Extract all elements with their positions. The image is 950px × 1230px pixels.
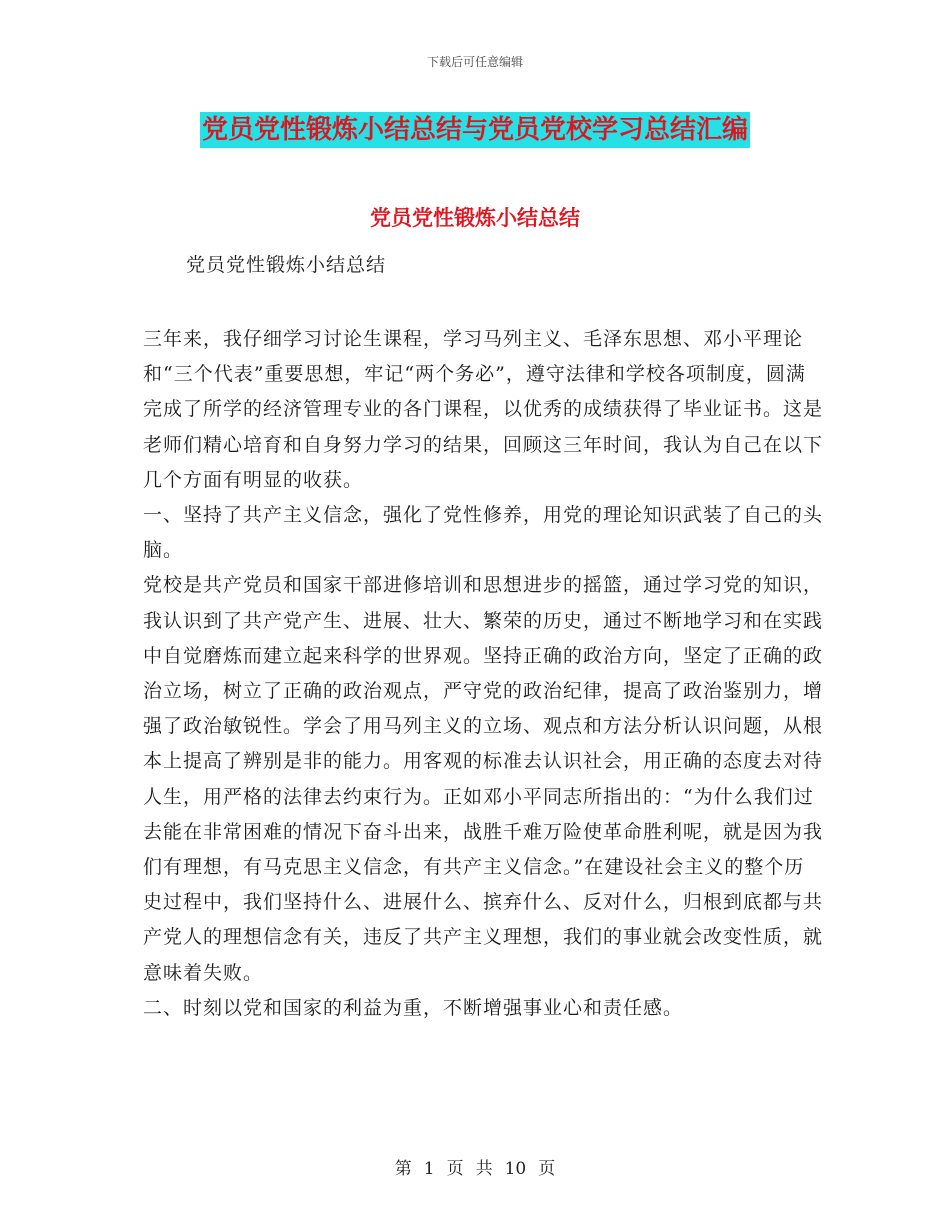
footer-page-mid: 页	[446, 1159, 464, 1179]
paragraph-heading-one: 一、坚持了共产主义信念，强化了党性修养，用党的理论知识武装了自己的头脑。	[143, 504, 824, 562]
footer-page-number: 1	[423, 1159, 435, 1179]
paragraph-heading-two: 二、时刻以党和国家的利益为重，不断增强事业心和责任感。	[143, 996, 684, 1019]
footer-total-prefix: 共	[475, 1159, 493, 1179]
footer-page-prefix: 第	[394, 1159, 412, 1179]
footer-total-pages: 10	[504, 1159, 527, 1179]
header-note: 下载后可任意编辑	[426, 55, 523, 69]
footer-total-suffix: 页	[538, 1159, 556, 1179]
paragraph-party-school: 党校是共产党员和国家干部进修培训和思想进步的摇篮，通过学习党的知识，我认识到了共产党产生、进展、壮大、繁荣的历史，通过不断地学习和在实践中自觉磨炼而建立起来科学的世界观。坚持正确的政治方向，坚定了正确的政治立场，树立了正确的政治观点，严守党的政治纪律，提高了政治鉴别力，增强了政治敏锐性。学会了用马列主义的立场、观点和方法分析认识问题，从根本上提高了辨别是非的能力。用客观的标准去认识社会，用正确的态度去对待人生，用严格的法律去约束行为。正如邓小平同志所指出的：“为什么我们过去能在非常困难的情况下奋斗出来，战胜千难万险使革命胜利呢，就是因为我们有理想，有马克思主义信念，有共产主义信念。”在建设社会主义的整个历史过程中，我们坚持什么、进展什么、摈弃什么、反对什么，归根到底都与共产党人的理想信念有关，违反了共产主义理想，我们的事业就会改变性质，就意味着失败。	[143, 574, 824, 984]
body-text	[143, 322, 823, 1026]
section-title: 党员党性锻炼小结总结	[370, 206, 580, 230]
subtitle: 党员党性锻炼小结总结	[186, 254, 387, 276]
page-footer	[0, 1154, 950, 1179]
main-title: 党员党性锻炼小结总结与党员党校学习总结汇编	[200, 112, 750, 148]
main-title-container	[0, 112, 950, 148]
paragraph-intro: 三年来，我仔细学习讨论生课程，学习马列主义、毛泽东思想、邓小平理论和“三个代表”重要思想，牢记“两个务必”，遵守法律和学校各项制度，圆满完成了所学的经济管理专业的各门课程，以优秀的成绩获得了毕业证书。这是老师们精心培育和自身努力学习的结果，回顾这三年时间，我认为自己在以下几个方面有明显的收获。	[143, 328, 824, 491]
